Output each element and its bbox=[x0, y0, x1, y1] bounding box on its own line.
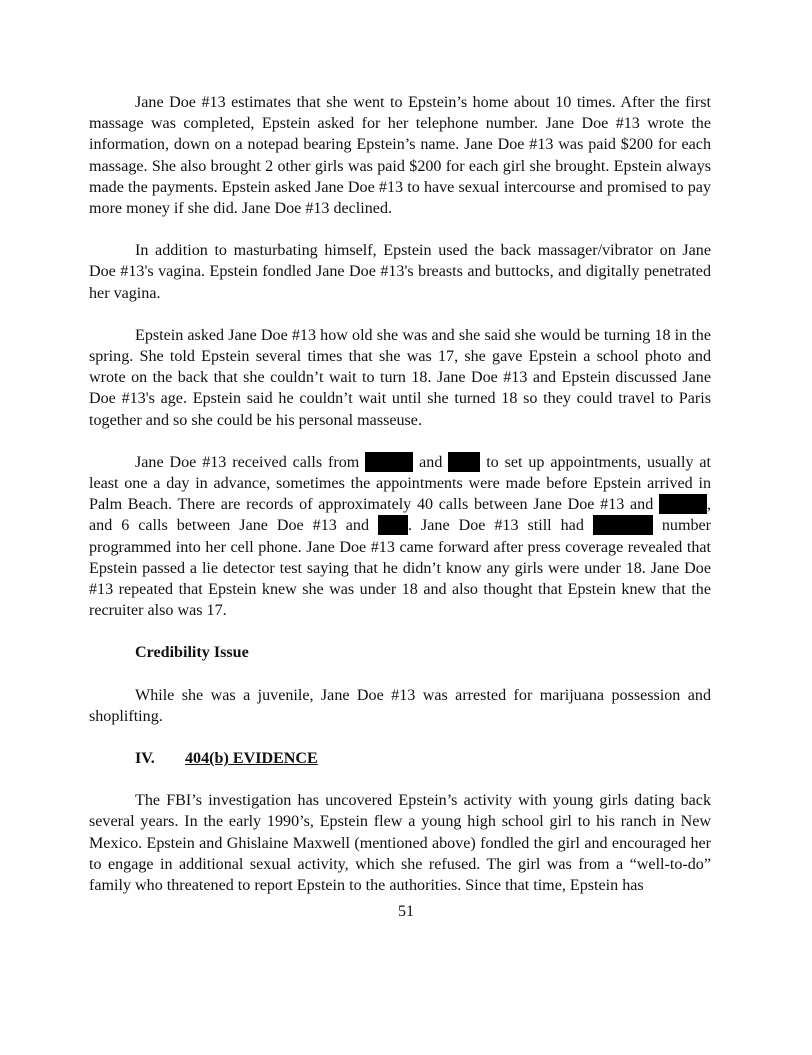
section-number: IV. bbox=[135, 750, 155, 768]
paragraph-5: While she was a juvenile, Jane Doe #13 was arrested for marijuana possession and shoplifting. bbox=[89, 686, 711, 725]
paragraph-2: In addition to masturbating himself, Epstein used the back massager/vibrator on Jane Doe #13's vagina. Epstein fondled Jane Doe #13's breasts and buttocks, and digitally penetrated her vagina. bbox=[89, 242, 711, 302]
text-segment: . Jane Doe #13 still had bbox=[408, 517, 584, 535]
text-segment: , and 6 calls between Jane Doe #13 and bbox=[89, 496, 711, 535]
redaction-block bbox=[365, 452, 413, 472]
page-number: 51 bbox=[398, 903, 414, 920]
paragraph-6: The FBI’s investigation has uncovered Epstein’s activity with young girls dating back several years. In the early 1990’s, Epstein flew a young high school girl to his ranch in New Mexico. Epstein and Ghislaine Maxwell (mentioned above) fondled the girl and encouraged her to engage in additional sexual activity, which she refused. The girl was from a “well-to-do” family who threatened to report Epstein to the authorities. Since that time, Epstein has bbox=[89, 792, 711, 895]
paragraph-1: Jane Doe #13 estimates that she went to Epstein’s home about 10 times. After the first massage was completed, Epstein asked for her telephone number. Jane Doe #13 wrote the information, down on a notepad bearing Epstein’s name. Jane Doe #13 was paid $200 for each massage. She also brought 2 other girls was paid $200 for each girl she brought. Epstein always made the payments. Epstein asked Jane Doe #13 to have sexual intercourse and promised to pay more money if she did. Jane Doe #13 declined. bbox=[89, 94, 711, 218]
section-heading bbox=[135, 748, 711, 769]
document-body bbox=[89, 92, 711, 917]
heading-credibility-issue: Credibility Issue bbox=[135, 644, 249, 662]
text-segment: and bbox=[419, 453, 443, 471]
redaction-block bbox=[448, 452, 480, 472]
redaction-block bbox=[659, 494, 707, 514]
text-segment: Jane Doe #13 received calls from bbox=[135, 453, 360, 471]
section-title: 404(b) EVIDENCE bbox=[185, 750, 318, 768]
text-segment: number programmed into her cell phone. Jane Doe #13 came forward after press coverage revealed that Epstein passed a lie detector test saying that he didn’t know any girls were under 18. Jane Doe #13 repeated that Epstein knew she was under 18 and also thought that Epstein knew that the recruiter also was 17. bbox=[89, 517, 712, 620]
paragraph-4 bbox=[89, 452, 711, 622]
text-segment: to set up appointments, usually at least one a day in advance, sometimes the appointments were made before Epstein arrived in Palm Beach. There are records of approximately 40 calls between Jane Doe #13 and bbox=[89, 453, 712, 514]
paragraph-3: Epstein asked Jane Doe #13 how old she was and she said she would be turning 18 in the spring. She told Epstein several times that she was 17, she gave Epstein a school photo and wrote on the back that she couldn’t wait to turn 18. Jane Doe #13 and Epstein discussed Jane Doe #13's age. Epstein said he couldn’t wait until she turned 18 so they could travel to Paris together and so she could be his personal masseuse. bbox=[89, 326, 711, 429]
redaction-block bbox=[593, 515, 653, 535]
redaction-block bbox=[378, 515, 408, 535]
